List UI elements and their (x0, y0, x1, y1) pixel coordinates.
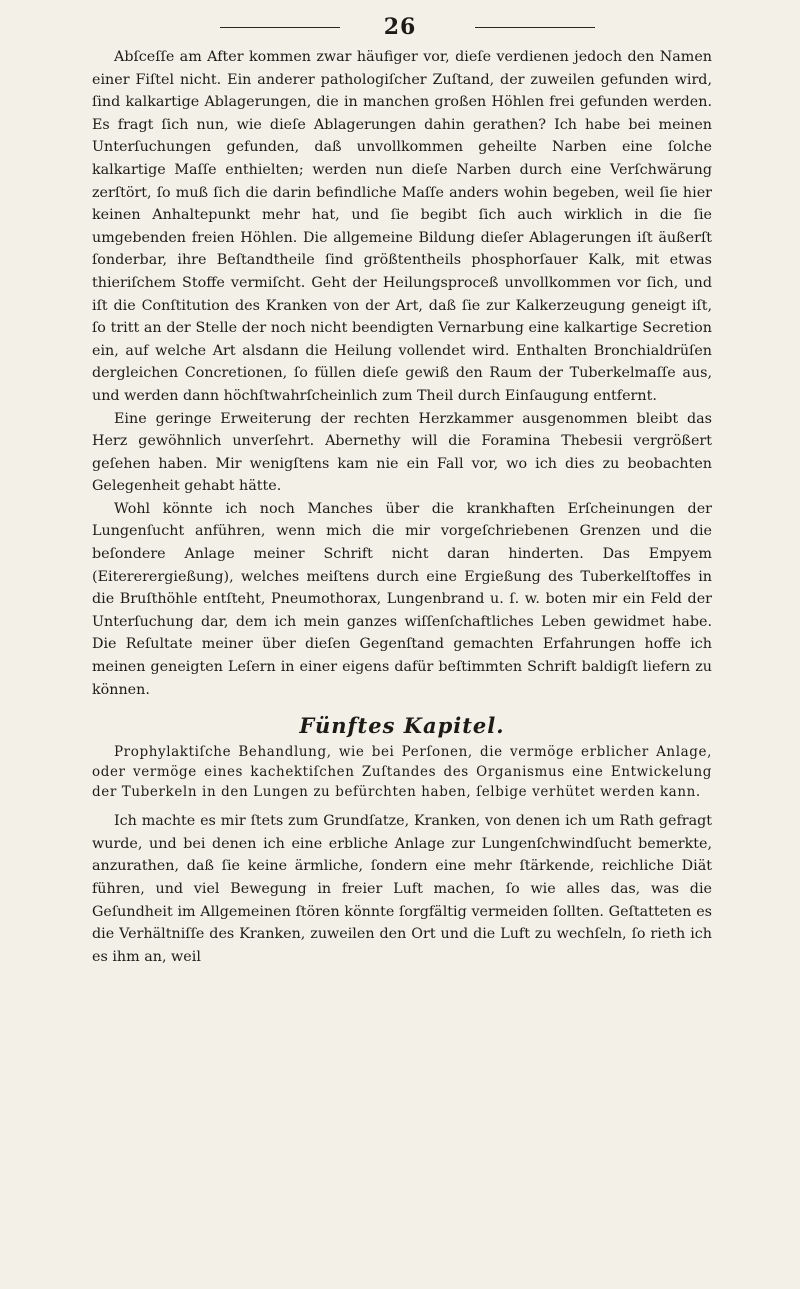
chapter-title: Fünftes Kapitel. (299, 713, 505, 739)
paragraph-prophylaxis: Ich machte es mir ſtets zum Grundſatze, Kranken, von denen ich um Rath gefragt wurde, und bei denen ich eine erbliche Anlage zur Lungenſchwindſucht bemerkte, anzurathen, daß ſie keine ärmliche, ſondern eine mehr ſtärkende, reichliche Diät führen, und viel Bewegung in freier Luft machen, ſo wie alles das, was die Geſundheit im Allgemeinen ſtören könnte ſorgfältig vermeiden ſollten. Geſtatteten es die Verhältniſſe des Kranken, zuweilen den Ort und die Luft zu wechſeln, ſo rieth ich es ihm an, weil (92, 813, 712, 965)
paragraph-heart: Eine geringe Erweiterung der rechten Herzkammer ausgenommen bleibt das Herz gewöhnlich unverſehrt. Abernethy will die Foramina Thebesii vergrößert geſehen haben. Mir wenigſtens kam nie ein Fall vor, wo ich dies zu beobachten Gelegenheit gehabt hätte. (92, 410, 712, 495)
header-rule-right (475, 27, 595, 28)
page-header (0, 14, 800, 40)
page-number: 26 (383, 14, 417, 40)
chapter-subtitle: Prophylaktiſche Behandlung, wie bei Perſonen, die vermöge erblicher Anlage, oder vermöge eines kachektiſchen Zuſtandes des Organismus eine Entwickelung der Tuberkeln in den Lungen zu befürchten haben, ſelbige verhütet werden kann. (92, 744, 712, 801)
paragraph-abscesses: Abſceſſe am After kommen zwar häufiger vor, dieſe verdienen jedoch den Namen einer Fiſtel nicht. Ein anderer pathologiſcher Zuſtand, der zuweilen gefunden wird, ſind kalkartige Ablagerungen, die in manchen großen Höhlen frei gefunden werden. Es fragt ſich nun, wie dieſe Ablagerungen dahin gerathen? Ich habe bei meinen Unterſuchungen gefunden, daß unvollkommen geheilte Narben eine ſolche kalkartige Maſſe enthielten; werden nun dieſe Narben durch eine Verſchwärung zerſtört, ſo muß ſich die darin befindliche Maſſe anders wohin begeben, weil ſie hier keinen Anhaltepunkt mehr hat, und ſie begibt ſich auch wirklich in die ſie umgebenden freien Höhlen. Die allgemeine Bildung dieſer Ablagerungen iſt äußerſt ſonderbar, ihre Beſtandtheile ſind größtentheils phosphorſauer Kalk, mit etwas thieriſchem Stoffe vermiſcht. Geht der Heilungsproceß unvollkommen vor ſich, und iſt die Conſtitution des Kranken von der Art, daß ſie zur Kalkerzeugung geneigt iſt, ſo tritt an der Stelle der noch nicht beendigten Vernarbung eine kalkartige Secretion ein, auf welche Art alsdann die Heilung vollendet wird. Enthalten Bronchialdrüſen dergleichen Concretionen, ſo füllen dieſe gewiß den Raum der Tuberkelmaſſe aus, und werden dann höchſtwahrſcheinlich zum Theil durch Einſaugung entfernt. (92, 49, 712, 404)
page-body (92, 46, 712, 968)
header-rule-left (220, 27, 340, 28)
paragraph-further-phenomena: Wohl könnte ich noch Manches über die krankhaften Erſcheinungen der Lungenſucht anführen, wenn mich die mir vorgeſchriebenen Grenzen und die beſondere Anlage meiner Schrift nicht daran hinderten. Das Empyem (Eitererergießung), welches meiſtens durch eine Ergießung des Tuberkelſtoffes in die Bruſthöhle entſteht, Pneumothorax, Lungenbrand u. ſ. w. boten mir ein Feld der Unterſuchung dar, dem ich mein ganzes wiſſenſchaftliches Leben gewidmet habe. Die Reſultate meiner über dieſen Gegenſtand gemachten Erfahrungen hoffe ich meinen geneigten Leſern in einer eigens dafür beſtimmten Schrift baldigſt liefern zu können. (92, 500, 712, 698)
